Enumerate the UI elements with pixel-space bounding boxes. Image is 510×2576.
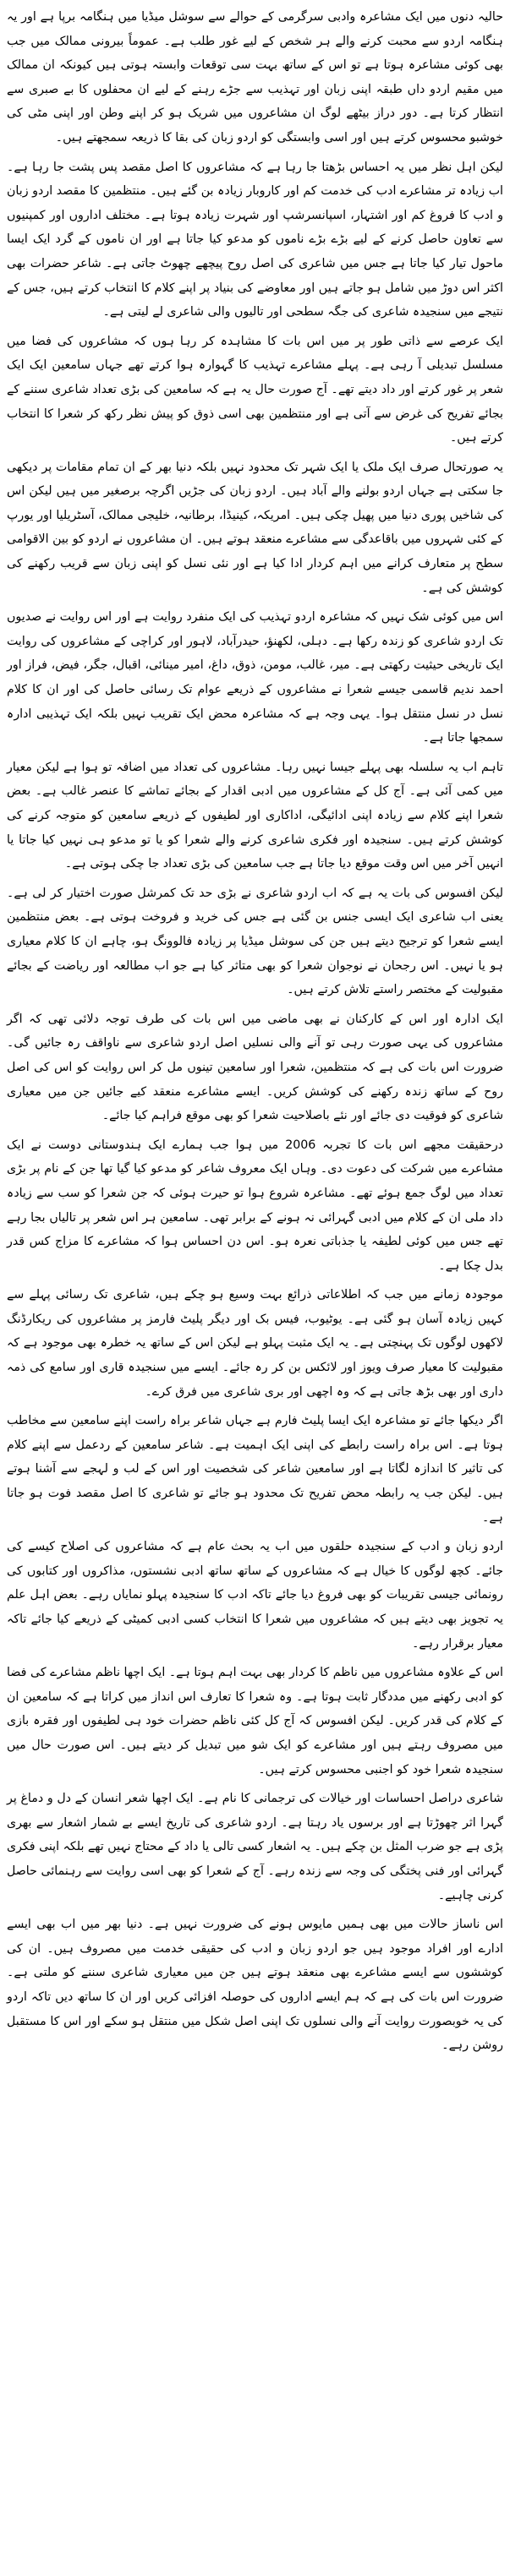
article-paragraph: ایک عرصے سے ذاتی طور پر میں اس بات کا مشاہدہ کر رہا ہوں کہ مشاعروں کی فضا میں مسلسل تبدیلی آ رہی ہے۔ پہلے مشاعرے تہذیب کا گہوارہ ہوا کرتے تھے جہاں سامعین ایک ایک شعر پر غور کرتے اور داد دیتے تھے۔ آج صورت حال یہ ہے کہ سامعین کی بڑی تعداد شاعری سننے کے بجائے تفریح کی غرض سے آتی ہے اور منتظمین بھی اسی ذوق کو پیش نظر رکھ کر شعرا کا انتخاب کرتے ہیں۔ (7, 334, 503, 445)
article-paragraph: لیکن افسوس کی بات یہ ہے کہ اب اردو شاعری نے بڑی حد تک کمرشل صورت اختیار کر لی ہے۔ یعنی اب شاعری ایک ایسی جنس بن گئی ہے جس کی خرید و فروخت ہوتی ہے۔ بعض منتظمین ایسے شعرا کو ترجیح دیتے ہیں جن کی سوشل میڈیا پر زیادہ فالوونگ ہو، چاہے ان کا کلام معیاری ہو یا نہیں۔ اس رجحان نے نوجوان شعرا کو بھی متاثر کیا ہے جو اب مطالعہ اور ریاضت کے بجائے مقبولیت کے مختصر راستے تلاش کرتے ہیں۔ (7, 886, 503, 997)
article-paragraph: یہ صورتحال صرف ایک ملک یا ایک شہر تک محدود نہیں بلکہ دنیا بھر کے ان تمام مقامات پر دیکھی جا سکتی ہے جہاں اردو بولنے والے آباد ہیں۔ اردو زبان کی جڑیں اگرچہ برصغیر میں ہیں لیکن اس کی شاخیں پوری دنیا میں پھیل چکی ہیں۔ امریکہ، کینیڈا، برطانیہ، خلیجی ممالک، آسٹریلیا اور یورپ کے کئی شہروں میں باقاعدگی سے مشاعرے منعقد ہوتے ہیں۔ ان مشاعروں نے اردو کو بین الاقوامی سطح پر متعارف کرانے میں اہم کردار ادا کیا ہے اور نئی نسل کو اپنی زبان سے قریب رکھنے کی کوشش کی ہے۔ (7, 460, 503, 595)
article-paragraph: ایک ادارہ اور اس کے کارکنان نے بھی ماضی میں اس بات کی طرف توجہ دلائی تھی کہ اگر مشاعروں کی یہی صورت رہی تو آنے والی نسلیں اصل اردو شاعری سے ناواقف رہ جائیں گی۔ ضرورت اس بات کی ہے کہ منتظمین، شعرا اور سامعین تینوں مل کر اس روایت کو اس کی اصل روح کے ساتھ زندہ رکھنے کی کوشش کریں۔ ایسے مشاعرے منعقد کیے جائیں جن میں معیاری شاعری کو فوقیت دی جائے اور نئے باصلاحیت شعرا کو بھی موقع فراہم کیا جائے۔ (7, 1012, 503, 1123)
article-paragraph: شاعری دراصل احساسات اور خیالات کی ترجمانی کا نام ہے۔ ایک اچھا شعر انسان کے دل و دماغ پر گہرا اثر چھوڑتا ہے اور برسوں یاد رہتا ہے۔ اردو شاعری کی تاریخ ایسے بے شمار اشعار سے بھری پڑی ہے جو ضرب المثل بن چکے ہیں۔ یہ اشعار کسی تالی یا داد کے محتاج نہیں تھے بلکہ اپنی فکری گہرائی اور فنی پختگی کی وجہ سے زندہ رہے۔ آج کے شعرا کو بھی اسی روایت سے رہنمائی حاصل کرنی چاہیے۔ (7, 1792, 503, 1902)
article-paragraph: تاہم اب یہ سلسلہ بھی پہلے جیسا نہیں رہا۔ مشاعروں کی تعداد میں اضافہ تو ہوا ہے لیکن معیار میں کمی آئی ہے۔ آج کل کے مشاعروں میں ادبی اقدار کے بجائے تماشے کا عنصر غالب ہے۔ بعض شعرا اپنے کلام سے زیادہ اپنی ادائیگی، اداکاری اور لطیفوں کے ذریعے سامعین کو متوجہ کرنے کی کوشش کرتے ہیں۔ سنجیدہ اور فکری شاعری کرنے والے شعرا کو یا تو مدعو ہی نہیں کیا جاتا یا انہیں آخر میں اس وقت موقع دیا جاتا ہے جب سامعین کی بڑی تعداد جا چکی ہوتی ہے۔ (7, 760, 503, 871)
article-paragraph: اس ناساز حالات میں بھی ہمیں مایوس ہونے کی ضرورت نہیں ہے۔ دنیا بھر میں اب بھی ایسے ادارے اور افراد موجود ہیں جو اردو زبان و ادب کی حقیقی خدمت میں مصروف ہیں۔ ان کی کوششوں سے ایسے مشاعرے بھی منعقد ہوتے ہیں جن میں معیاری شاعری سننے کو ملتی ہے۔ ضرورت اس بات کی ہے کہ ہم ایسے اداروں کی حوصلہ افزائی کریں اور ان کا ساتھ دیں تاکہ اردو کی یہ خوبصورت روایت آنے والی نسلوں تک اپنی اصل شکل میں منتقل ہو سکے اور اس کا مستقبل روشن رہے۔ (7, 1918, 503, 2053)
article-paragraph: اس میں کوئی شک نہیں کہ مشاعرہ اردو تہذیب کی ایک منفرد روایت ہے اور اس روایت نے صدیوں تک اردو شاعری کو زندہ رکھا ہے۔ دہلی، لکھنؤ، حیدرآباد، لاہور اور کراچی کے مشاعروں کی روایت ایک تاریخی حیثیت رکھتی ہے۔ میر، غالب، مومن، ذوق، داغ، امیر مینائی، اقبال، جگر، فیض، فراز اور احمد ندیم قاسمی جیسے شعرا نے مشاعروں کے ذریعے عوام تک رسائی حاصل کی اور ان کا کلام نسل در نسل منتقل ہوا۔ یہی وجہ ہے کہ مشاعرہ محض ایک تقریب نہیں بلکہ ایک تہذیبی ادارہ سمجھا جاتا ہے۔ (7, 610, 503, 745)
article-paragraph: لیکن اہل نظر میں یہ احساس بڑھتا جا رہا ہے کہ مشاعروں کا اصل مقصد پس پشت جا رہا ہے۔ اب زیادہ تر مشاعرے ادب کی خدمت کم اور کاروبار زیادہ بن گئے ہیں۔ منتظمین کا مقصد اردو زبان و ادب کا فروغ کم اور اشتہار، اسپانسرشپ اور شہرت زیادہ ہوتا ہے۔ مختلف اداروں اور کمپنیوں سے تعاون حاصل کرنے کے لیے بڑے بڑے ناموں کو مدعو کیا جاتا ہے اور ان ناموں کے گرد ایک ایسا ماحول تیار کیا جاتا ہے جس میں شاعری کی اصل روح پیچھے چھوٹ جاتی ہے۔ شاعر حضرات بھی اکثر اس دوڑ میں شامل ہو جاتے ہیں اور معاوضے کی بنیاد پر اپنے کلام کا انتخاب کرتے ہیں، جس کے نتیجے میں سنجیدہ شاعری کی جگہ سطحی اور تالیوں والی شاعری لے لیتی ہے۔ (7, 160, 503, 319)
article-paragraph: موجودہ زمانے میں جب کہ اطلاعاتی ذرائع بہت وسیع ہو چکے ہیں، شاعری تک رسائی پہلے سے کہیں زیادہ آسان ہو گئی ہے۔ یوٹیوب، فیس بک اور دیگر پلیٹ فارمز پر مشاعروں کی ریکارڈنگ لاکھوں لوگوں تک پہنچتی ہے۔ یہ ایک مثبت پہلو ہے لیکن اس کے ساتھ یہ خطرہ بھی موجود ہے کہ مقبولیت کا معیار صرف ویوز اور لائکس بن کر رہ جائے۔ ایسے میں سنجیدہ قاری اور سامع کی ذمہ داری اور بھی بڑھ جاتی ہے کہ وہ اچھی اور بری شاعری میں فرق کرے۔ (7, 1288, 503, 1399)
article-paragraph: اگر دیکھا جائے تو مشاعرہ ایک ایسا پلیٹ فارم ہے جہاں شاعر براہ راست اپنے سامعین سے مخاطب ہوتا ہے۔ اس براہ راست رابطے کی اپنی ایک اہمیت ہے۔ شاعر سامعین کے ردعمل سے اپنے کلام کی تاثیر کا اندازہ لگاتا ہے اور سامعین شاعر کی شخصیت اور اس کے لب و لہجے سے آشنا ہوتے ہیں۔ لیکن جب یہ رابطہ محض تفریح تک محدود ہو جائے تو شاعری کا اصل مقصد فوت ہو جاتا ہے۔ (7, 1414, 503, 1525)
article-paragraph: حالیہ دنوں میں ایک مشاعرہ وادبی سرگرمی کے حوالے سے سوشل میڈیا میں ہنگامہ برپا ہے اور یہ ہنگامہ اردو سے محبت کرنے والے ہر شخص کے لیے غور طلب ہے۔ عموماً بیرونی ممالک میں جب بھی کوئی مشاعرہ ہوتا ہے تو اس کے ساتھ بہت سی توقعات وابستہ ہوتی ہیں کیونکہ ان ممالک میں مقیم اردو داں طبقہ اپنی زبان اور تہذیب سے جڑے رہنے کے لیے ان محفلوں کا بے صبری سے انتظار کرتا ہے۔ دور دراز بیٹھے لوگ ان مشاعروں میں شریک ہو کر اپنے وطن اور اپنی مٹی کی خوشبو محسوس کرتے ہیں اور اسی وابستگی کو اردو زبان کی بقا کا ذریعہ سمجھتے ہیں۔ (7, 10, 503, 145)
article-paragraph: اردو زبان و ادب کے سنجیدہ حلقوں میں اب یہ بحث عام ہے کہ مشاعروں کی اصلاح کیسے کی جائے۔ کچھ لوگوں کا خیال ہے کہ مشاعروں کے ساتھ ساتھ ادبی نشستوں، مذاکروں اور کتابوں کی رونمائی جیسی تقریبات کو بھی فروغ دیا جائے تاکہ ادب کا سنجیدہ پہلو نمایاں رہے۔ بعض اہل علم یہ تجویز بھی دیتے ہیں کہ مشاعروں میں شعرا کا انتخاب کسی ادبی کمیٹی کے ذریعے کیا جائے تاکہ معیار برقرار رہے۔ (7, 1540, 503, 1651)
article-paragraph: درحقیقت مجھے اس بات کا تجربہ 2006 میں ہوا جب ہمارے ایک ہندوستانی دوست نے ایک مشاعرے میں شرکت کی دعوت دی۔ وہاں ایک معروف شاعر کو مدعو کیا گیا تھا جن کے نام پر بڑی تعداد میں لوگ جمع ہوئے تھے۔ مشاعرہ شروع ہوا تو حیرت ہوئی کہ جن شعرا کو سب سے زیادہ داد ملی ان کے کلام میں ادبی گہرائی نہ ہونے کے برابر تھی۔ سامعین ہر اس شعر پر تالیاں بجا رہے تھے جس میں کوئی لطیفہ یا جذباتی نعرہ ہو۔ اس دن احساس ہوا کہ مشاعرے کا مزاج کس قدر بدل چکا ہے۔ (7, 1138, 503, 1273)
article-paragraph: اس کے علاوہ مشاعروں میں ناظم کا کردار بھی بہت اہم ہوتا ہے۔ ایک اچھا ناظم مشاعرے کی فضا کو ادبی رکھنے میں مددگار ثابت ہوتا ہے۔ وہ شعرا کا تعارف اس انداز میں کراتا ہے کہ سامعین ان کے کلام کی قدر کریں۔ لیکن افسوس کہ آج کل کئی ناظم حضرات خود ہی لطیفوں اور فقرہ بازی میں مصروف رہتے ہیں اور مشاعرے کو ایک شو میں تبدیل کر دیتے ہیں۔ اس صورت حال میں سنجیدہ شعرا خود کو اجنبی محسوس کرتے ہیں۔ (7, 1666, 503, 1776)
